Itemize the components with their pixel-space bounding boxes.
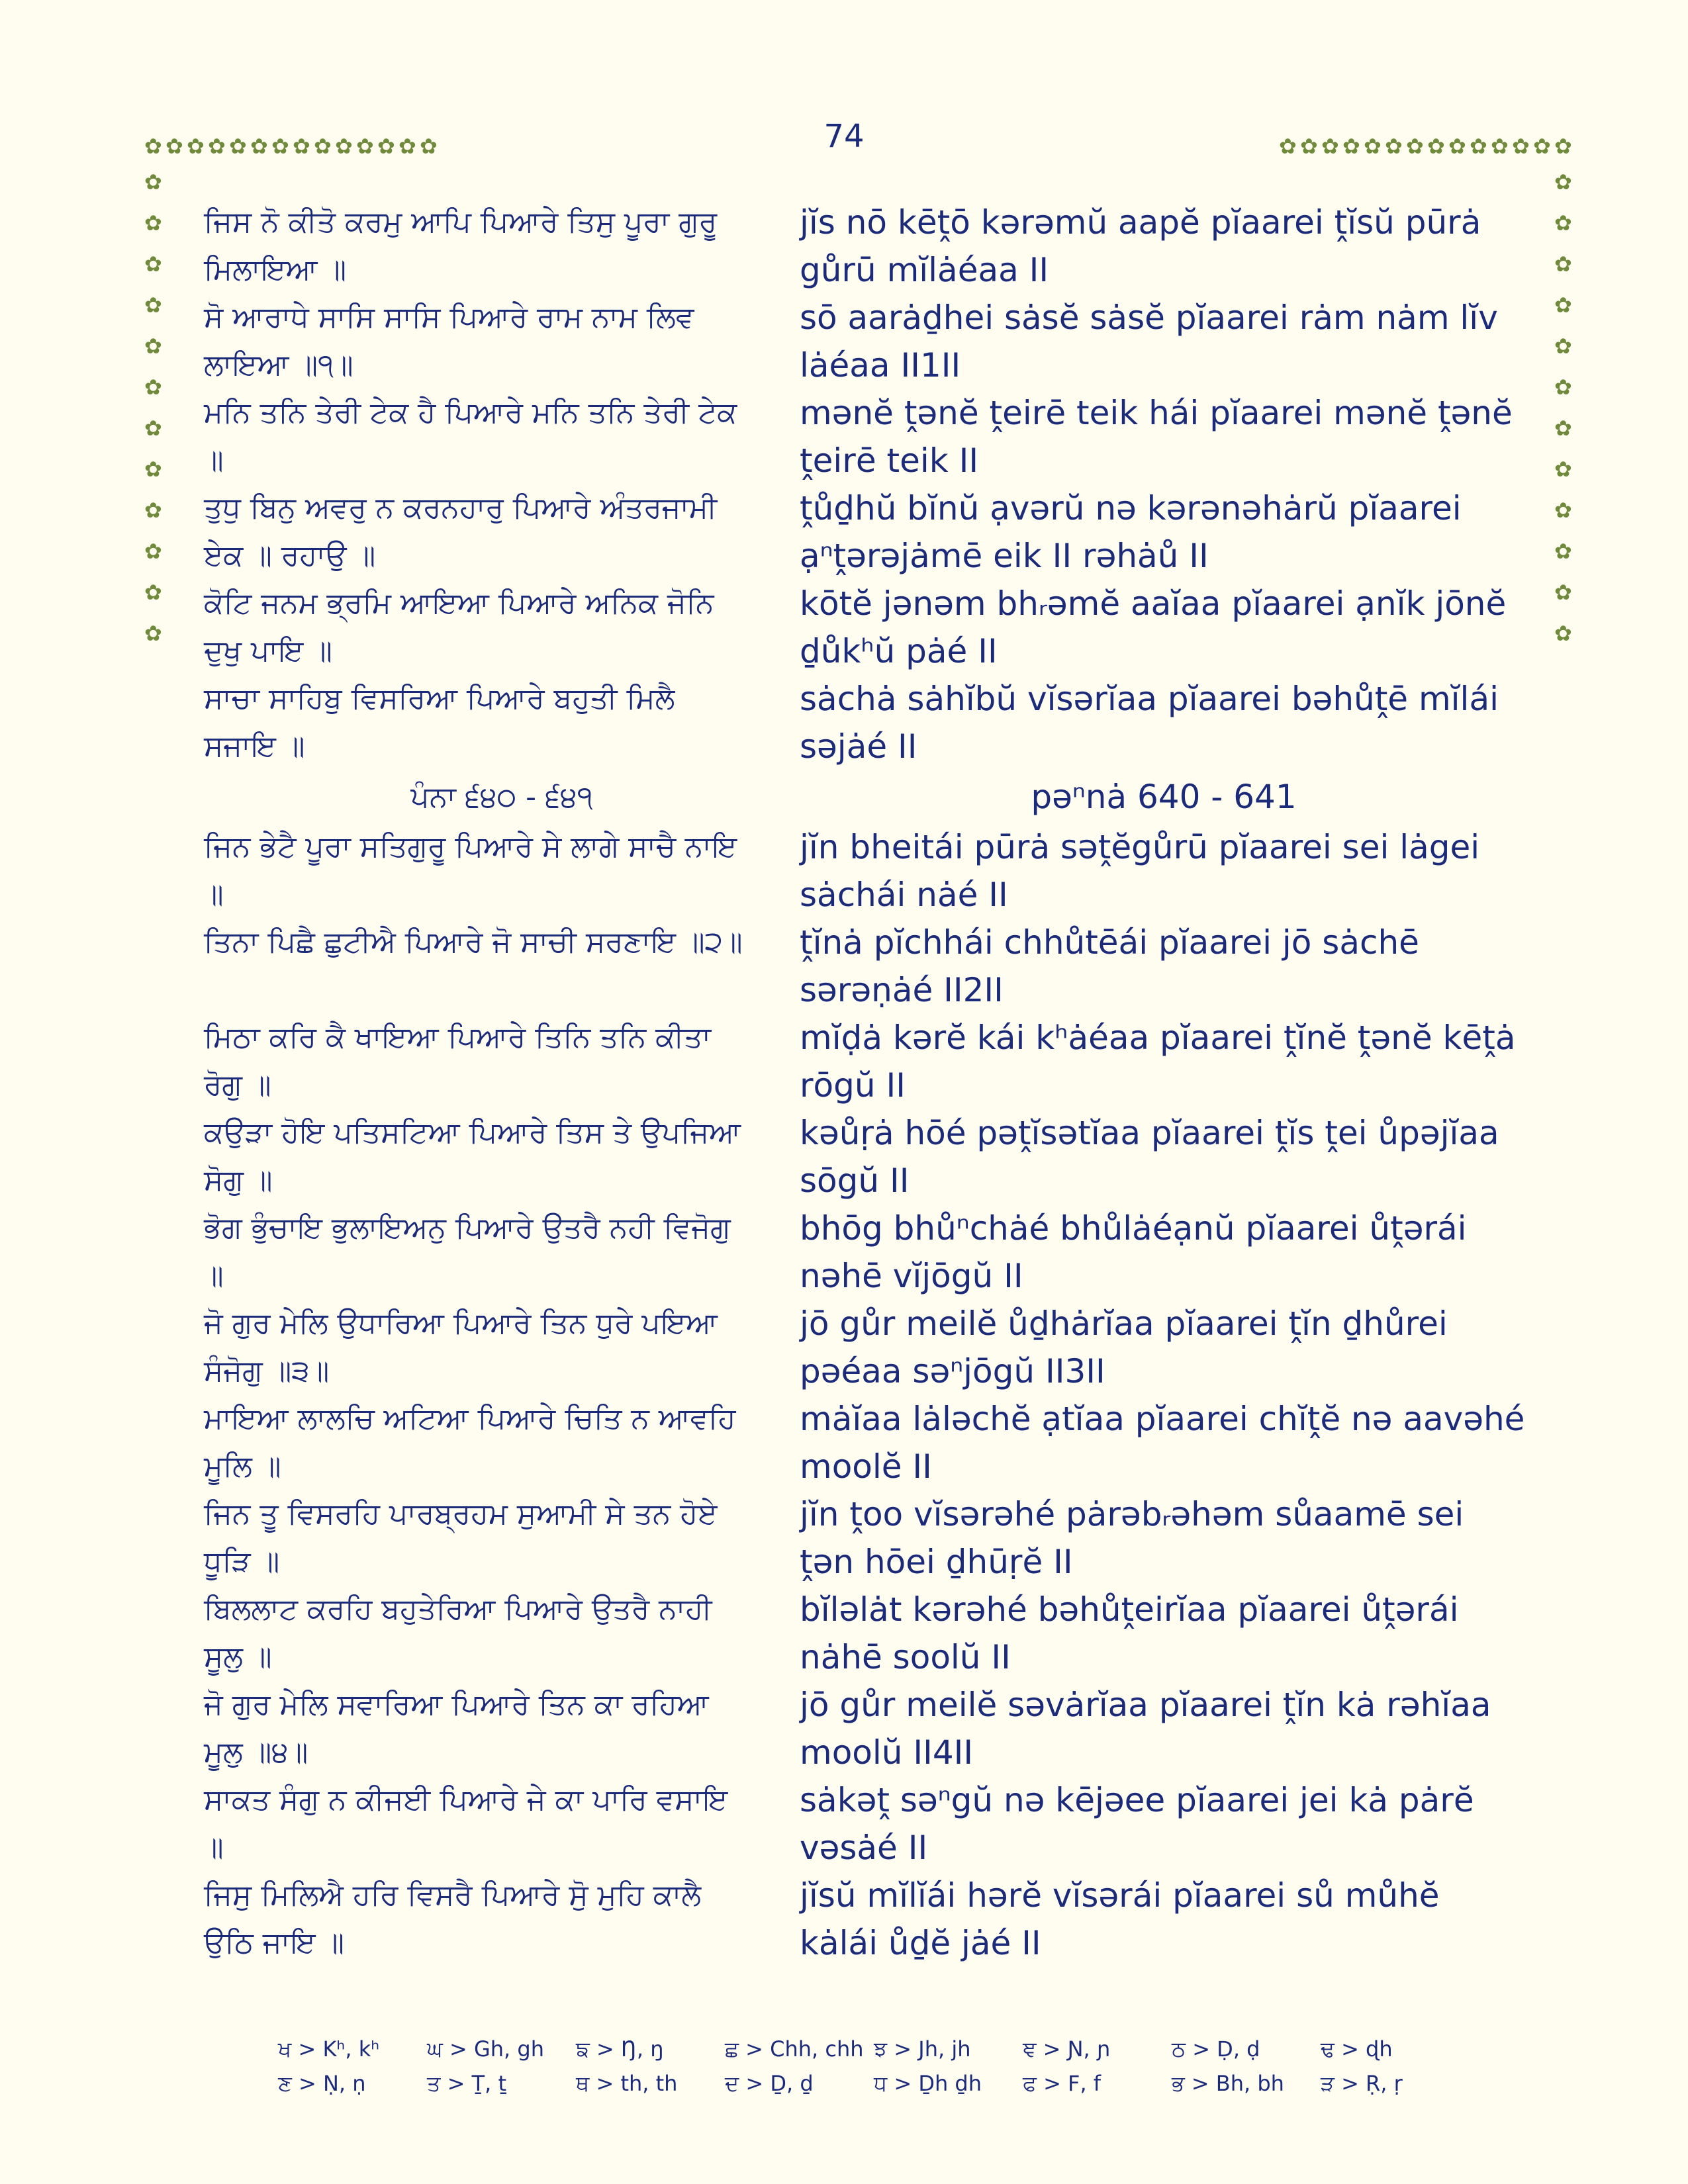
transliteration-line: sȧchȧ sȧhĭbŭ vĭsərĭaa pĭaarei bəhůṱē mĭlái səjȧé II xyxy=(800,680,1499,766)
flower-icon: ✿ xyxy=(1491,134,1509,159)
transliteration-line: bhōg bhůⁿchȧé bhůlȧéạnŭ pĭaarei ůṱərái nəhē vĭjōgŭ II xyxy=(800,1209,1467,1295)
legend-item: ਫ > F, f xyxy=(1023,2070,1102,2096)
gurmukhi-line: ਜੋ ਗੁਰ ਮੇਲਿ ਉਧਾਰਿਆ ਪਿਆਰੇ ਤਿਨ ਧੁਰੇ ਪਇਆ ਸੰਜੋਗੁ ॥੩॥ xyxy=(204,1306,718,1388)
legend-item: ਧ > Ḏh ḏh xyxy=(874,2070,982,2096)
flower-icon: ✿ xyxy=(1321,134,1339,159)
flower-icon: ✿ xyxy=(144,251,162,277)
verse-row xyxy=(204,919,1528,1014)
flower-icon: ✿ xyxy=(399,134,416,159)
flower-icon: ✿ xyxy=(229,134,247,159)
gurmukhi-line: ਕਉੜਾ ਹੋਇ ਪਤਿਸਟਿਆ ਪਿਆਰੇ ਤਿਸ ਤੇ ਉਪਜਿਆ ਸੋਗੁ ॥ xyxy=(204,1116,741,1197)
legend-item: ਛ > Chh, chh xyxy=(725,2036,864,2062)
flower-icon: ✿ xyxy=(144,539,162,564)
transliteration-line: jō gůr meilĕ səvȧrĭaa pĭaarei ṱĭn kȧ rəhĭaa moolŭ II4II xyxy=(800,1686,1491,1772)
gurmukhi-line: ਤੁਧੁ ਬਿਨੁ ਅਵਰੁ ਨ ਕਰਨਹਾਰੁ ਪਿਆਰੇ ਅੰਤਰਜਾਮੀ ਏਕ ॥ ਰਹਾਉ ॥ xyxy=(204,491,718,572)
flower-icon: ✿ xyxy=(1554,251,1572,277)
transliteration-line: jĭs nō kēṱō kərəmŭ aapĕ pĭaarei ṱĭsŭ pūrȧ gůrū mĭlȧéaa II xyxy=(800,203,1481,289)
flower-icon: ✿ xyxy=(187,134,205,159)
gurmukhi-line: ਬਿਲਲਾਟ ਕਰਹਿ ਬਹੁਤੇਰਿਆ ਪਿਆਰੇ ਉਤਰੈ ਨਾਹੀ ਸੂਲੁ ॥ xyxy=(204,1592,712,1674)
legend-item: ਘ > Gh, gh xyxy=(427,2036,544,2062)
transliteration-line: jĭsŭ mĭlĭái hərĕ vĭsərái pĭaarei sů můhĕ kȧlái ůḏĕ jȧé II xyxy=(800,1876,1440,1962)
gurmukhi-line: ਮਨਿ ਤਨਿ ਤੇਰੀ ਟੇਕ ਹੈ ਪਿਆਰੇ ਮਨਿ ਤਨਿ ਤੇਰੀ ਟੇਕ ॥ xyxy=(204,396,737,477)
flower-icon: ✿ xyxy=(144,416,162,441)
flower-icon: ✿ xyxy=(420,134,438,159)
flower-icon: ✿ xyxy=(208,134,226,159)
gurmukhi-line: ਮਾਇਆ ਲਾਲਚਿ ਅਟਿਆ ਪਿਆਰੇ ਚਿਤਿ ਨ ਆਵਹਿ ਮੂਲਿ ॥ xyxy=(204,1402,736,1483)
verse-row xyxy=(204,199,1528,294)
transliteration-line: kəůṛȧ hōé pəṱĭsətĭaa pĭaarei ṱĭs ṱei ůpəjĭaa sōgŭ II xyxy=(800,1114,1499,1200)
flower-icon: ✿ xyxy=(1279,134,1297,159)
gurmukhi-line: ਜਿਨ ਤੂ ਵਿਸਰਹਿ ਪਾਰਬ੍ਰਹਮ ਸੁਆਮੀ ਸੇ ਤਨ ਹੋਏ ਧੂੜਿ ॥ xyxy=(204,1497,718,1578)
flower-icon: ✿ xyxy=(271,134,289,159)
gurmukhi-line: ਮਿਠਾ ਕਰਿ ਕੈ ਖਾਇਆ ਪਿਆਰੇ ਤਿਨਿ ਤਨਿ ਕੀਤਾ ਰੋਗੁ ॥ xyxy=(204,1021,712,1102)
legend-item: ਥ > th, th xyxy=(576,2070,678,2096)
verse-row xyxy=(204,1776,1528,1872)
flower-icon: ✿ xyxy=(293,134,310,159)
legend-item: ਝ > Jh, jh xyxy=(874,2036,971,2062)
flower-icon: ✿ xyxy=(144,134,162,159)
flower-icon: ✿ xyxy=(1554,539,1572,564)
legend-item: ਖ > Kʰ, kʰ xyxy=(278,2036,380,2062)
verse-row xyxy=(204,1300,1528,1395)
transliteration-line: ṱĭnȧ pĭchhái chhůtēái pĭaarei jō sȧchē sərəṇȧé II2II xyxy=(800,923,1419,1009)
transliteration-line: mĭḍȧ kərĕ kái kʰȧéaa pĭaarei ṱĭnĕ ṱənĕ kēṱȧ rōgŭ II xyxy=(800,1019,1516,1105)
flower-icon: ✿ xyxy=(1554,210,1572,236)
flower-icon: ✿ xyxy=(144,169,162,195)
flower-icon: ✿ xyxy=(1406,134,1424,159)
flower-icon: ✿ xyxy=(1554,416,1572,441)
verse-row xyxy=(204,389,1528,484)
flower-icon: ✿ xyxy=(144,457,162,482)
transliteration-line: jĭn ṱoo vĭsərəhé pȧrəbᵣəhəm sůaamē sei ṱən hōei ḏhūṛĕ II xyxy=(800,1495,1464,1581)
gurmukhi-line: ਸਾਕਤ ਸੰਗੁ ਨ ਕੀਜਈ ਪਿਆਰੇ ਜੇ ਕਾ ਪਾਰਿ ਵਸਾਇ ॥ xyxy=(204,1783,728,1864)
flower-icon: ✿ xyxy=(1554,457,1572,482)
transliteration-line: mənĕ ṱənĕ ṱeirē teik hái pĭaarei mənĕ ṱənĕ ṱeirē teik II xyxy=(800,394,1513,480)
flower-icon: ✿ xyxy=(144,334,162,359)
flower-icon: ✿ xyxy=(1470,134,1487,159)
flower-icon: ✿ xyxy=(1554,169,1572,195)
transliteration-line: kōtĕ jənəm bhᵣəmĕ aaĭaa pĭaarei ạnĭk jōnĕ ḏůkʰŭ pȧé II xyxy=(800,584,1507,670)
gurmukhi-line: ਤਿਨਾ ਪਿਛੈ ਛੁਟੀਐ ਪਿਆਰੇ ਜੋ ਸਾਚੀ ਸਰਣਾਇ ॥੨॥ xyxy=(204,925,743,959)
verse-row xyxy=(204,1681,1528,1776)
page-number: 74 xyxy=(823,118,865,155)
flower-icon: ✿ xyxy=(144,293,162,318)
legend-row xyxy=(278,2032,1470,2066)
flower-icon: ✿ xyxy=(1512,134,1530,159)
verse-row xyxy=(204,1872,1528,1967)
transliteration-line: mȧĭaa lȧləchĕ ạtĭaa pĭaarei chĭṱĕ nə aavəhé moolĕ II xyxy=(800,1400,1525,1486)
legend-item: ਢ > ɖh xyxy=(1321,2036,1393,2062)
flower-icon: ✿ xyxy=(1554,375,1572,400)
flower-icon: ✿ xyxy=(335,134,353,159)
verse-row xyxy=(204,823,1528,919)
flower-icon: ✿ xyxy=(1427,134,1445,159)
legend-item: ਠ > Ḍ, ḍ xyxy=(1172,2036,1260,2062)
flower-icon: ✿ xyxy=(1385,134,1403,159)
transliteration-line: ṱůḏhŭ bĭnŭ ạvərŭ nə kərənəhȧrŭ pĭaarei ạⁿṱərəjȧmē eik II rəhȧů II xyxy=(800,489,1462,575)
gurmukhi-line: ਸਾਚਾ ਸਾਹਿਬੁ ਵਿਸਰਿਆ ਪਿਆਰੇ ਬਹੁਤੀ ਮਿਲੈ ਸਜਾਇ ॥ xyxy=(204,682,675,763)
gurmukhi-line: ਭੋਗ ਭੁੰਚਾਇ ਭੁਲਾਇਅਨੁ ਪਿਆਰੇ ਉਤਰੈ ਨਹੀ ਵਿਜੋਗੁ ॥ xyxy=(204,1211,731,1293)
legend-item: ਞ > Ɲ, ɲ xyxy=(1023,2036,1111,2062)
gurmukhi-line: ਸੋ ਆਰਾਧੇ ਸਾਸਿ ਸਾਸਿ ਪਿਆਰੇ ਰਾਮ ਨਾਮ ਲਿਵ ਲਾਇਆ ॥੧॥ xyxy=(204,300,694,382)
gurmukhi-line: ਕੋਟਿ ਜਨਮ ਭ੍ਰਮਿ ਆਇਆ ਪਿਆਰੇ ਅਨਿਕ ਜੋਨਿ ਦੁਖੁ ਪਾਇ ॥ xyxy=(204,586,714,668)
legend-item: ਤ > Ṯ, ṯ xyxy=(427,2070,507,2096)
flower-icon: ✿ xyxy=(1554,621,1572,646)
flower-icon: ✿ xyxy=(144,498,162,523)
verse-row xyxy=(204,580,1528,675)
page-reference-gurmukhi: ਪੰਨਾ ੬੪੦ - ੬੪੧ xyxy=(410,780,593,814)
gurmukhi-line: ਜਿਸੁ ਮਿਲਿਐ ਹਰਿ ਵਿਸਰੈ ਪਿਆਰੇ ਸੋੁ ਮੁਹਿ ਕਾਲੈ ਉਠਿ ਜਾਇ ॥ xyxy=(204,1878,702,1960)
flower-icon: ✿ xyxy=(1554,293,1572,318)
flower-icon: ✿ xyxy=(250,134,268,159)
legend-item: ਭ > Bh, bh xyxy=(1172,2070,1284,2096)
verse-content xyxy=(204,199,1528,1967)
legend-row xyxy=(278,2066,1470,2101)
flower-icon: ✿ xyxy=(1448,134,1466,159)
verse-row xyxy=(204,1490,1528,1586)
flower-icon: ✿ xyxy=(144,621,162,646)
transliteration-legend xyxy=(278,2032,1470,2101)
page-reference-transliteration: pəⁿnȧ 640 - 641 xyxy=(1031,778,1297,816)
verse-row xyxy=(204,1014,1528,1109)
flower-icon: ✿ xyxy=(144,210,162,236)
verse-row xyxy=(204,1395,1528,1490)
flower-icon: ✿ xyxy=(1554,580,1572,605)
legend-item: ਙ > Ŋ, ŋ xyxy=(576,2036,664,2062)
flower-icon: ✿ xyxy=(314,134,332,159)
flower-icon: ✿ xyxy=(144,375,162,400)
page-reference-row xyxy=(204,770,1528,823)
flower-icon: ✿ xyxy=(1364,134,1382,159)
flower-icon: ✿ xyxy=(1342,134,1360,159)
flower-icon: ✿ xyxy=(165,134,183,159)
flower-icon: ✿ xyxy=(356,134,374,159)
legend-item: ਦ > Ḏ, ḏ xyxy=(725,2070,814,2096)
verse-row xyxy=(204,1205,1528,1300)
transliteration-line: sȧkəṱ səⁿgŭ nə kējəee pĭaarei jei kȧ pȧrĕ vəsȧé II xyxy=(800,1781,1474,1867)
flower-icon: ✿ xyxy=(377,134,395,159)
legend-item: ਣ > Ṇ, ṇ xyxy=(278,2070,366,2096)
gurmukhi-line: ਜਿਨ ਭੇਟੈ ਪੂਰਾ ਸਤਿਗੁਰੂ ਪਿਆਰੇ ਸੇ ਲਾਗੇ ਸਾਚੈ ਨਾਇ ॥ xyxy=(204,830,737,911)
flower-icon: ✿ xyxy=(1554,134,1572,159)
flower-icon: ✿ xyxy=(1554,334,1572,359)
verse-row xyxy=(204,484,1528,580)
flower-icon: ✿ xyxy=(1533,134,1551,159)
transliteration-line: bĭləlȧt kərəhé bəhůṱeirĭaa pĭaarei ůṱərái nȧhē soolŭ II xyxy=(800,1590,1459,1676)
gurmukhi-line: ਜੋ ਗੁਰ ਮੇਲਿ ਸਵਾਰਿਆ ਪਿਆਰੇ ਤਿਨ ਕਾ ਰਹਿਆ ਮੂਲੁ ॥੪॥ xyxy=(204,1688,709,1769)
verse-row xyxy=(204,675,1528,770)
flower-icon: ✿ xyxy=(1554,498,1572,523)
flower-icon: ✿ xyxy=(1300,134,1318,159)
verse-row xyxy=(204,294,1528,389)
transliteration-line: jō gůr meilĕ ůḏhȧrĭaa pĭaarei ṱĭn ḏhůrei pəéaa səⁿjōgŭ II3II xyxy=(800,1304,1448,1390)
gurmukhi-line: ਜਿਸ ਨੋ ਕੀਤੋ ਕਰਮੁ ਆਪਿ ਪਿਆਰੇ ਤਿਸੁ ਪੂਰਾ ਗੁਰੂ ਮਿਲਾਇਆ ॥ xyxy=(204,205,718,287)
transliteration-line: sō aarȧḏhei sȧsĕ sȧsĕ pĭaarei rȧm nȧm lĭv lȧéaa II1II xyxy=(800,298,1498,385)
verse-row xyxy=(204,1586,1528,1681)
flower-icon: ✿ xyxy=(144,580,162,605)
transliteration-line: jĭn bheitái pūrȧ səṱĕgůrū pĭaarei sei lȧgei sȧchái nȧé II xyxy=(800,828,1480,914)
legend-item: ੜ > Ṛ, ṛ xyxy=(1321,2070,1403,2096)
verse-row xyxy=(204,1109,1528,1205)
